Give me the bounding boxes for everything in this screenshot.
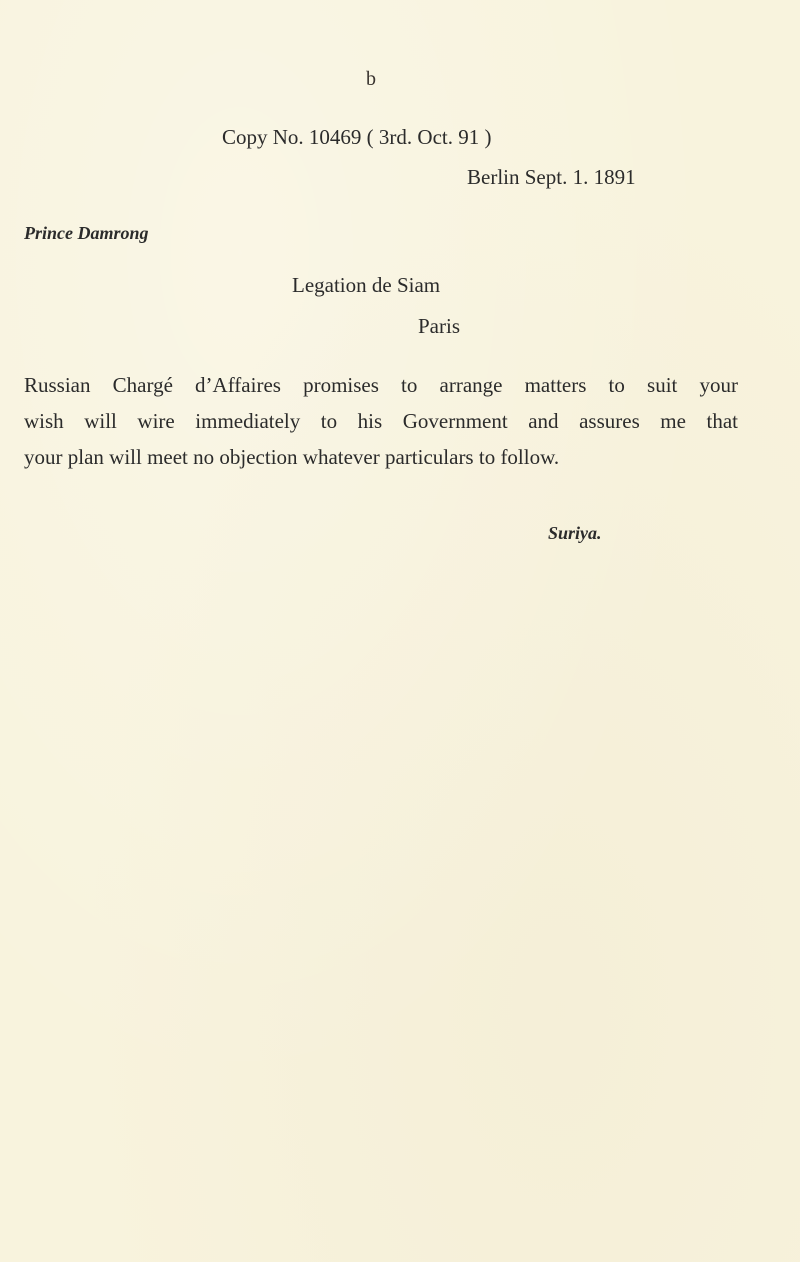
addressee: Prince Damrong xyxy=(24,223,149,243)
telegram-body xyxy=(24,367,738,475)
copy-number-line: Copy No. 10469 ( 3rd. Oct. 91 ) xyxy=(222,125,492,149)
destination-city: Paris xyxy=(418,314,460,338)
body-line: wish will wire immediately to his Government and assures me that xyxy=(24,409,738,433)
signature: Suriya. xyxy=(548,523,602,543)
legation-name: Legation de Siam xyxy=(292,273,441,297)
body-line: Russian Chargé d’Affaires promises to arrange matters to suit your xyxy=(24,373,738,397)
date-line: Berlin Sept. 1. 1891 xyxy=(467,165,636,189)
page-mark: b xyxy=(366,68,375,90)
body-line: your plan will meet no objection whatever particulars to follow. xyxy=(24,445,560,469)
